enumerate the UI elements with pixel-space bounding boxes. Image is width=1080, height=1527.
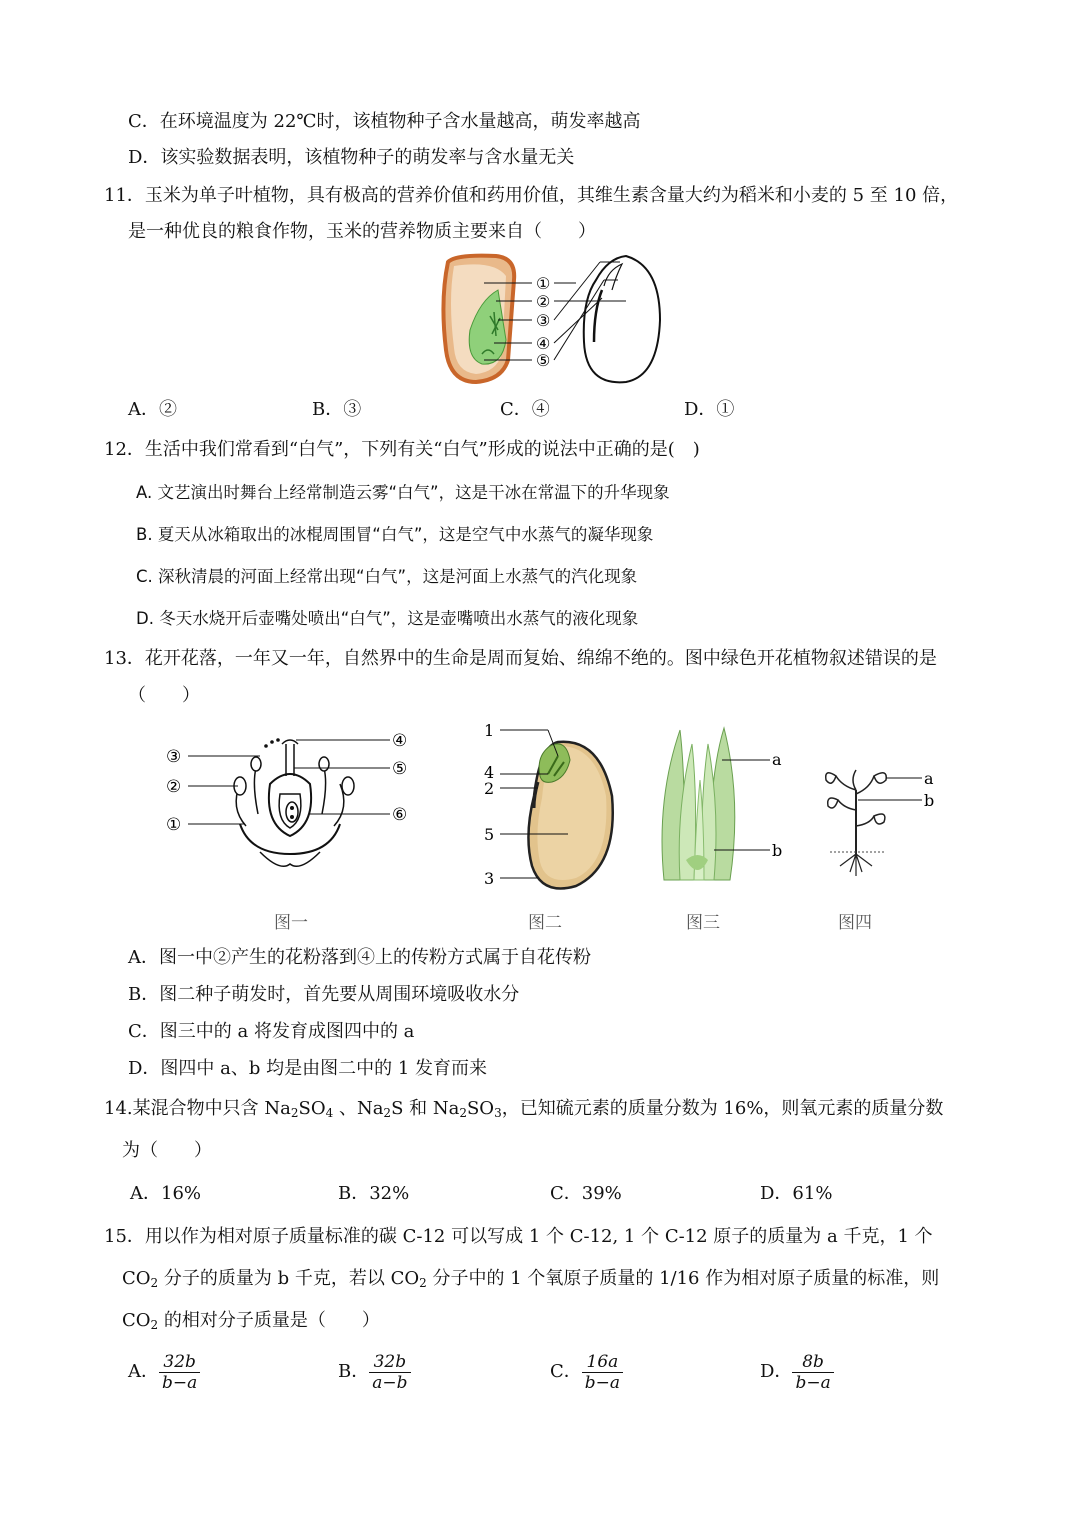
q12-stem: 12．生活中我们常看到“白气”，下列有关“白气”形成的说法中正确的是( )	[104, 439, 700, 460]
q13-stem-line1: 13．花开花落，一年又一年，自然界中的生命是周而复始、绵绵不绝的。图中绿色开花植物叙述错误的是	[104, 648, 937, 669]
q14-stem-line1: 14.某混合物中只含 $Na_2SO_4$ 、$Na_2S$ 和 $Na_2SO_3$，已知硫元素的质量分数为 16%，则氧元素的质量分数	[104, 1098, 944, 1120]
fraction: $\frac{16a}{b-a}$	[582, 1352, 623, 1393]
q14-option-c: C．39%	[550, 1183, 622, 1204]
q12-option-d: D. 冬天水烧开后壶嘴处喷出“白气”，这是壶嘴喷出水蒸气的液化现象	[136, 609, 639, 628]
q14-option-a: A．16%	[130, 1183, 202, 1204]
flower-style	[286, 744, 294, 776]
fraction: $\frac{8b}{b-a}$	[792, 1352, 833, 1393]
fig3-label-a: a	[772, 750, 782, 769]
fig2-label-4: 4	[484, 763, 495, 782]
q11-label-1: ①	[536, 274, 551, 293]
q11-option-a: A．②	[128, 399, 177, 420]
fig1-caption: 图一	[274, 913, 308, 933]
q12-option-b: B. 夏天从冰箱取出的冰棍周围冒“白气”，这是空气中水蒸气的凝华现象	[136, 525, 654, 544]
q15-option-b: B． $\frac{32b}{a-b}$	[338, 1352, 411, 1393]
fraction: $\frac{32b}{a-b}$	[369, 1352, 410, 1393]
fig2-caption: 图二	[528, 913, 562, 933]
q11-option-c: C．④	[500, 399, 550, 420]
q10-option-d: D．该实验数据表明，该植物种子的萌发率与含水量无关	[128, 147, 575, 168]
fig4-caption: 图四	[838, 913, 872, 933]
fig1-label-4: ④	[392, 731, 408, 751]
fig1-label-5: ⑤	[392, 759, 408, 779]
fig3-label-b: b	[772, 841, 783, 860]
q11-label-4: ④	[536, 334, 551, 353]
fig2-label-1: 1	[484, 721, 495, 740]
q11-stem-line2: 是一种优良的粮食作物，玉米的营养物质主要来自（ ）	[128, 221, 596, 242]
q13-fig1-flower	[160, 724, 420, 874]
q12-option-c: C. 深秋清晨的河面上经常出现“白气”，这是河面上水蒸气的汽化现象	[136, 567, 638, 586]
q13-option-a: A．图一中②产生的花粉落到④上的传粉方式属于自花传粉	[128, 947, 591, 968]
fig1-label-2: ②	[166, 777, 182, 797]
q11-label-3: ③	[536, 311, 551, 330]
q14-stem-line2: 为（ ）	[122, 1140, 212, 1161]
fig1-label-3: ③	[166, 747, 182, 767]
fig2-label-2: 2	[484, 779, 495, 798]
q13-option-c: C．图三中的 a 将发育成图四中的 a	[128, 1021, 415, 1042]
q13-fig3-bud-section	[650, 720, 790, 890]
q11-stem-line1: 11．玉米为单子叶植物，具有极高的营养价值和药用价值，其维生素含量大约为稻米和小麦的 5 至 10 倍，	[104, 185, 959, 206]
fig1-label-1: ①	[166, 815, 182, 835]
q10-option-c: C．在环境温度为 22℃时，该植物种子含水量越高，萌发率越高	[128, 111, 641, 132]
q11-label-2: ②	[536, 292, 551, 311]
q13-option-d: D．图四中 a、b 均是由图二中的 1 发育而来	[128, 1058, 488, 1079]
q13-fig2-bean-seed	[478, 716, 628, 896]
q15-option-c: C． $\frac{16a}{b-a}$	[550, 1352, 623, 1393]
q11-option-b: B．③	[312, 399, 362, 420]
q15-stem-line2: $CO_2$ 分子的质量为 b 千克，若以 $CO_2$ 分子中的 1 个氧原子质量的 1/16 作为相对原子质量的标准，则	[122, 1268, 940, 1290]
q15-stem-line3: $CO_2$ 的相对分子质量是（ ）	[122, 1310, 380, 1332]
fig2-label-5: 5	[484, 825, 495, 844]
fraction: $\frac{32b}{b-a}$	[159, 1352, 200, 1393]
seedling-leaf	[874, 773, 886, 783]
q15-stem-line1: 15．用以作为相对原子质量标准的碳 C-12 可以写成 1 个 C-12, 1 个 C-12 原子的质量为 a 千克，1 个	[104, 1226, 933, 1247]
q14-option-b: B．32%	[338, 1183, 410, 1204]
fig1-label-6: ⑥	[392, 805, 408, 825]
fig3-caption: 图三	[686, 913, 720, 933]
q11-label-5: ⑤	[536, 351, 551, 370]
q13-option-b: B．图二种子萌发时，首先要从周围环境吸收水分	[128, 984, 520, 1005]
q15-option-d: D． $\frac{8b}{b-a}$	[760, 1352, 834, 1393]
q11-corn-bean-seed-figure	[436, 250, 666, 388]
q13-fig4-seedling	[816, 760, 946, 880]
q14-option-d: D．61%	[760, 1183, 833, 1204]
q12-option-a: A. 文艺演出时舞台上经常制造云雾“白气”，这是干冰在常温下的升华现象	[136, 483, 670, 502]
q15-option-a: A． $\frac{32b}{b-a}$	[128, 1352, 200, 1393]
fig4-label-b: b	[924, 791, 935, 810]
q11-option-d: D．①	[684, 399, 735, 420]
q13-stem-line2: （ ）	[128, 685, 200, 706]
fig4-label-a: a	[924, 769, 934, 788]
fig2-label-3: 3	[484, 869, 495, 888]
